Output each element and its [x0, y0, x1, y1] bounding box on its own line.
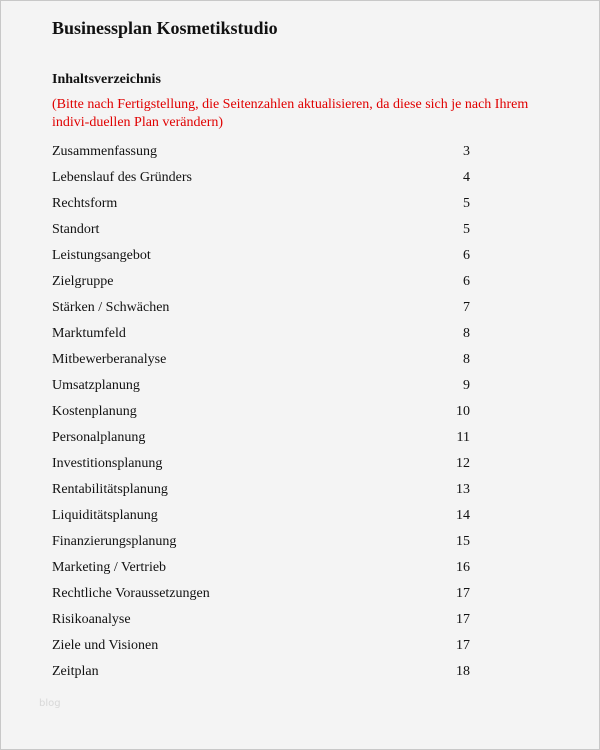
toc-entry-page: 14: [456, 508, 470, 523]
toc-entry: [52, 217, 472, 243]
toc-entry: [52, 529, 472, 555]
toc-entry-label: Personalplanung: [52, 430, 146, 445]
toc-entry: [52, 659, 472, 685]
watermark: blog: [39, 698, 61, 709]
toc-entry-label: Lebenslauf des Gründers: [52, 170, 192, 185]
toc-entry-page: 8: [463, 352, 470, 367]
toc-heading: Inhaltsverzeichnis: [52, 72, 161, 87]
toc-entry-label: Kostenplanung: [52, 404, 137, 419]
update-note: (Bitte nach Fertigstellung, die Seitenzahlen aktualisieren, da diese sich je nach Ihrem indivi-duellen Plan verändern): [52, 97, 529, 130]
toc-entry: [52, 165, 472, 191]
toc-entry: [52, 607, 472, 633]
toc-entry-page: 8: [463, 326, 470, 341]
toc-entry-page: 18: [456, 664, 470, 679]
toc-entry-page: 17: [456, 612, 470, 627]
toc-entry-label: Leistungsangebot: [52, 248, 151, 263]
document-title: Businessplan Kosmetikstudio: [52, 18, 278, 38]
toc-entry: [52, 581, 472, 607]
toc-entry: [52, 321, 472, 347]
toc-entry-page: 17: [456, 586, 470, 601]
toc-entry: [52, 347, 472, 373]
toc-entry-page: 5: [463, 196, 470, 211]
toc-entry-page: 13: [456, 482, 470, 497]
toc-entry-label: Ziele und Visionen: [52, 638, 159, 653]
toc-entry-page: 3: [463, 144, 470, 159]
toc-entry-label: Zielgruppe: [52, 274, 114, 289]
toc-entry: [52, 295, 472, 321]
toc-entry-page: 15: [456, 534, 470, 549]
toc-entry: [52, 555, 472, 581]
toc-entry: [52, 451, 472, 477]
toc-entry: [52, 139, 472, 165]
toc-entry-page: 16: [456, 560, 470, 575]
toc-entry-label: Rentabilitätsplanung: [52, 482, 168, 497]
toc-entry: [52, 191, 472, 217]
toc-entry-label: Liquiditätsplanung: [52, 508, 158, 523]
toc-entry: [52, 425, 472, 451]
toc-entry-page: 6: [463, 274, 470, 289]
toc-entry-label: Rechtsform: [52, 196, 118, 211]
toc-entry: [52, 399, 472, 425]
toc-entry: [52, 633, 472, 659]
toc-entry: [52, 243, 472, 269]
toc-entry: [52, 269, 472, 295]
toc-entry-page: 10: [456, 404, 470, 419]
toc-entry-page: 12: [456, 456, 470, 471]
toc-entry-label: Umsatzplanung: [52, 378, 140, 393]
toc-entry-label: Standort: [52, 222, 100, 237]
table-of-contents: [52, 139, 472, 685]
toc-entry-page: 5: [463, 222, 470, 237]
toc-entry-page: 9: [463, 378, 470, 393]
toc-entry-label: Risikoanalyse: [52, 612, 131, 627]
toc-entry: [52, 477, 472, 503]
toc-entry-label: Marktumfeld: [52, 326, 126, 341]
toc-entry-label: Investitionsplanung: [52, 456, 163, 471]
toc-entry-label: Zusammenfassung: [52, 144, 157, 159]
toc-entry-page: 17: [456, 638, 470, 653]
toc-entry-label: Rechtliche Voraussetzungen: [52, 586, 210, 601]
toc-entry-page: 11: [456, 430, 470, 445]
toc-entry: [52, 503, 472, 529]
toc-entry-page: 6: [463, 248, 470, 263]
toc-entry: [52, 373, 472, 399]
toc-entry-label: Zeitplan: [52, 664, 99, 679]
toc-entry-label: Mitbewerberanalyse: [52, 352, 167, 367]
toc-entry-page: 4: [463, 170, 470, 185]
toc-entry-label: Marketing / Vertrieb: [52, 560, 167, 575]
toc-entry-label: Stärken / Schwächen: [52, 300, 170, 315]
toc-entry-label: Finanzierungsplanung: [52, 534, 177, 549]
toc-entry-page: 7: [463, 300, 470, 315]
